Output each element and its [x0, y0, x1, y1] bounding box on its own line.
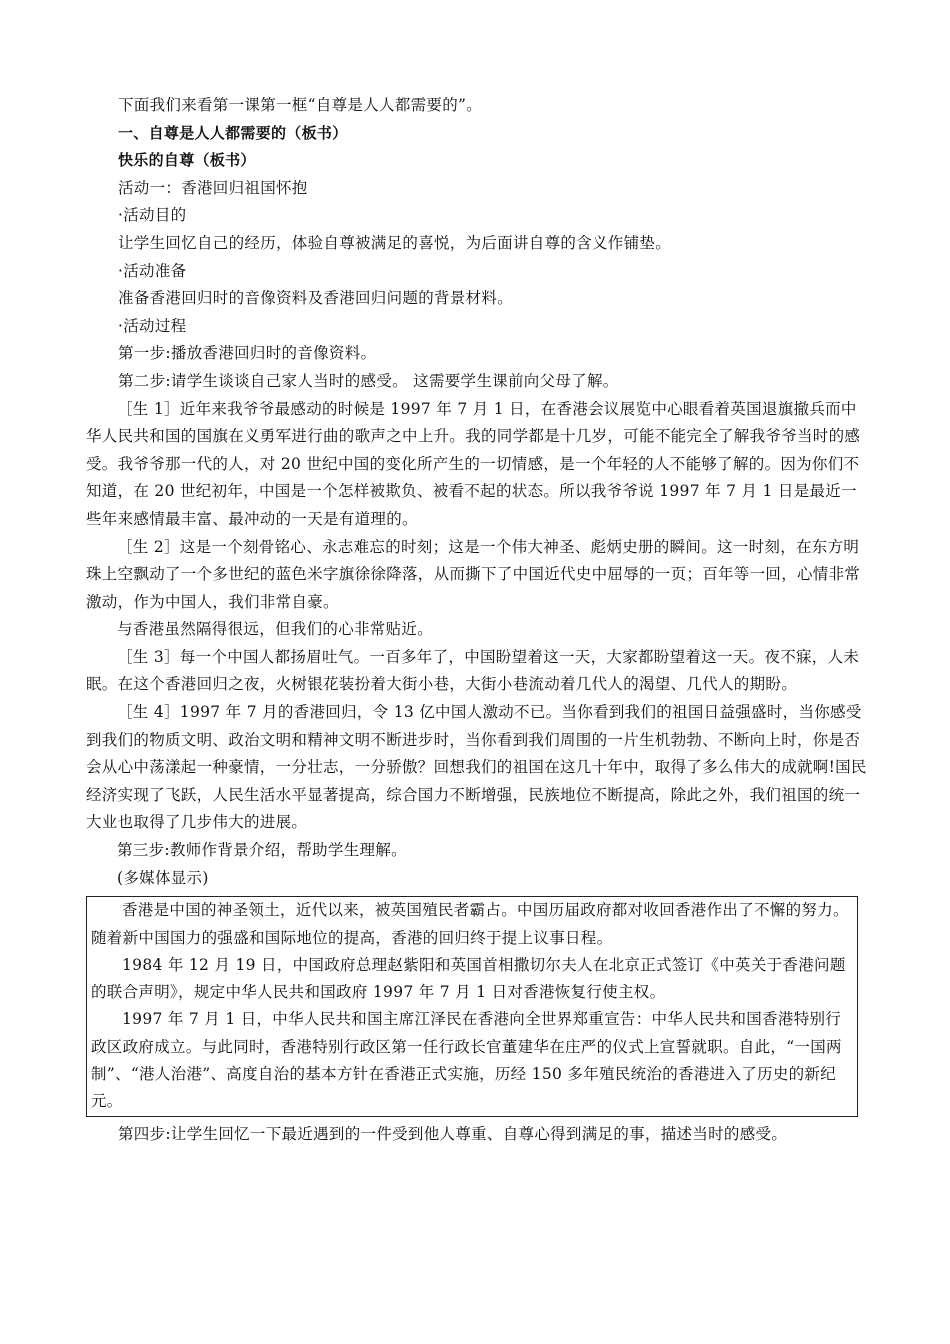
step-two: 第二步:请学生谈谈自己家人当时的感受。 这需要学生课前向父母了解。	[118, 371, 619, 390]
student-3-response: ［生 3］每一个中国人都扬眉吐气。一百多年了，中国盼望着这一天，大家都盼望着这一天。夜不寐，人未眠。在这个香港回归之夜，火树银花装扮着大街小巷，大街小巷流动着几代人的渴望、几代人的期盼。	[86, 647, 860, 694]
prep-text: 准备香港回归时的音像资料及香港回归问题的背景材料。	[118, 289, 514, 308]
step-four: 第四步:让学生回忆一下最近遇到的一件受到他人尊重、自尊心得到满足的事，描述当时的感受。	[118, 1124, 788, 1143]
goal-label: ·活动目的	[118, 206, 187, 225]
student-responses	[86, 396, 868, 893]
step-three: 第三步:教师作背景介绍，帮助学生理解。	[117, 841, 407, 860]
goal-text: 让学生回忆自己的经历，体验自尊被满足的喜悦，为后面讲自尊的含义作铺垫。	[118, 233, 672, 252]
activity-title: 活动一：香港回归祖国怀抱	[118, 178, 308, 197]
multimedia-note: (多媒体显示)	[117, 868, 209, 887]
heading-level1: 一、自尊是人人都需要的（板书）	[118, 123, 348, 142]
student-2-continued: 与香港虽然隔得很远，但我们的心非常贴近。	[117, 620, 434, 639]
background-paragraph-3: 1997 年 7 月 1 日，中华人民共和国主席江泽民在香港向全世界郑重宣告：中华人民共和国香港特别行政区政府成立。与此同时，香港特别行政区第一任行政长官董建华在庄严的仪式上宣誓就职。自此，“一国两制”、“港人治港”、高度自治的基本方针在香港正式实施，历经 150 多年殖民统治的香港进入了历史的新纪元。	[91, 1010, 842, 1111]
student-4-response: ［生 4］1997 年 7 月的香港回归，令 13 亿中国人激动不已。当你看到我们的祖国日益强盛时，当你感受到我们的物质文明、政治文明和精神文明不断进步时，当你看到我们周围的一片生机勃勃、不断向上时，你是否会从心中荡漾起一种豪情，一分壮志，一分骄傲？回想我们的祖国在这几十年中，取得了多么伟大的成就啊!国民经济实现了飞跃，人民生活水平显著提高，综合国力不断增强，民族地位不断提高，除此之外，我们祖国的统一大业也取得了几步伟大的进展。	[86, 703, 867, 832]
intro-paragraph: 下面我们来看第一课第一框“自尊是人人都需要的”。	[118, 96, 483, 114]
heading-level2: 快乐的自尊（板书）	[118, 151, 256, 170]
process-label: ·活动过程	[118, 316, 187, 335]
document-page	[86, 92, 868, 1148]
background-paragraph-1: 香港是中国的神圣领土，近代以来，被英国殖民者霸占。中国历届政府都对收回香港作出了不懈的努力。随着新中国国力的强盛和国际地位的提高，香港的回归终于提上议事日程。	[91, 901, 849, 947]
prep-label: ·活动准备	[118, 261, 187, 280]
background-box	[86, 896, 858, 1116]
step-one: 第一步:播放香港回归时的音像资料。	[118, 344, 377, 363]
student-1-response: ［生 1］近年来我爷爷最感动的时候是 1997 年 7 月 1 日，在香港会议展览中心眼看着英国退旗撤兵而中华人民共和国的国旗在义勇军进行曲的歌声之中上升。我的同学都是十几岁，可能不能完全了解我爷爷当时的感受。我爷爷那一代的人，对 20 世纪中国的变化所产生的一切情感，是一个年轻的人不能够了解的。因为你们不知道，在 20 世纪初年，中国是一个怎样被欺负、被看不起的状态。所以我爷爷说 1997 年 7 月 1 日是最近一些年来感情最丰富、最冲动的一天是有道理的。	[86, 399, 861, 528]
student-2-response: ［生 2］这是一个刻骨铭心、永志难忘的时刻；这是一个伟大神圣、彪炳史册的瞬间。这一时刻，在东方明珠上空飘动了一个多世纪的蓝色米字旗徐徐降落，从而撕下了中国近代史中屈辱的一页；百年等一回，心情非常激动，作为中国人，我们非常自豪。	[86, 537, 861, 611]
background-paragraph-2: 1984 年 12 月 19 日，中国政府总理赵紫阳和英国首相撒切尔夫人在北京正式签订《中英关于香港问题的联合声明》，规定中华人民共和国政府 1997 年 7 月 1 日对香港恢复行使主权。	[91, 955, 846, 1002]
